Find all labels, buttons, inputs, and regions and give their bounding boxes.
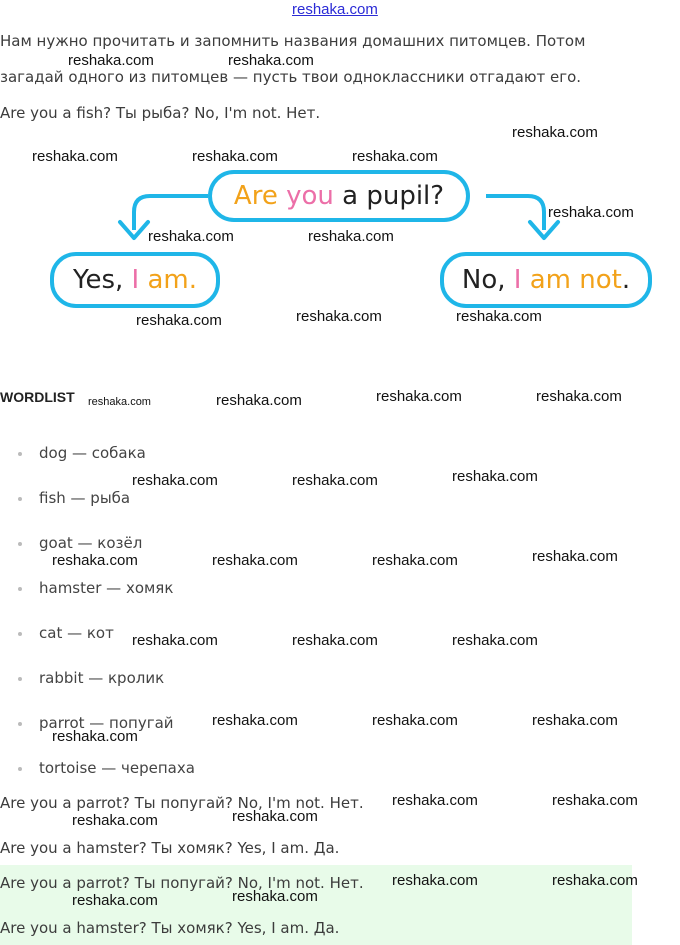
no-word: No, xyxy=(461,265,514,295)
watermark: reshaka.com xyxy=(372,712,458,729)
answer-1: Are you a parrot? Ты попугай? No, I'm not. Нет. xyxy=(0,794,364,812)
wordlist-item: fish — рыба xyxy=(18,489,130,507)
watermark: reshaka.com xyxy=(308,228,394,245)
watermark: reshaka.com xyxy=(536,388,622,405)
watermark: reshaka.com xyxy=(148,228,234,245)
bullet-icon xyxy=(18,587,22,591)
yes-word: Yes, xyxy=(73,265,132,295)
wordlist-item: goat — козёл xyxy=(18,534,142,552)
intro-line-1: Нам нужно прочитать и запомнить названия домашних питомцев. Потом xyxy=(0,32,586,50)
wordlist-item: parrot — попугай xyxy=(18,714,174,732)
watermark: reshaka.com xyxy=(552,792,638,809)
bullet-icon xyxy=(18,542,22,546)
no-period: . xyxy=(621,265,631,295)
watermark: reshaka.com xyxy=(532,548,618,565)
question-rest: a pupil? xyxy=(333,181,445,211)
wordlist-item: cat — кот xyxy=(18,624,114,642)
answer-2: Are you a hamster? Ты хомяк? Yes, I am. Да. xyxy=(0,839,340,857)
watermark: reshaka.com xyxy=(212,552,298,569)
watermark: reshaka.com xyxy=(216,392,302,409)
watermark: reshaka.com xyxy=(228,52,314,69)
watermark: reshaka.com xyxy=(376,388,462,405)
watermark: reshaka.com xyxy=(548,204,634,221)
wordlist-title: WORDLIST xyxy=(0,389,75,405)
wordlist-item: dog — собака xyxy=(18,444,146,462)
watermark: reshaka.com xyxy=(456,308,542,325)
question-pill xyxy=(208,170,470,222)
yes-i: I xyxy=(131,265,140,295)
highlighted-answer-1: Are you a parrot? Ты попугай? No, I'm not. Нет. xyxy=(0,874,364,892)
wordlist-item: hamster — хомяк xyxy=(18,579,173,597)
question-you: you xyxy=(277,181,334,211)
bullet-icon xyxy=(18,767,22,771)
watermark: reshaka.com xyxy=(352,148,438,165)
watermark: reshaka.com xyxy=(212,712,298,729)
bullet-icon xyxy=(18,722,22,726)
watermark: reshaka.com xyxy=(192,148,278,165)
watermark: reshaka.com xyxy=(372,552,458,569)
watermark: reshaka.com xyxy=(52,728,138,745)
site-link[interactable]: reshaka.com xyxy=(292,1,378,18)
no-pill xyxy=(440,252,652,308)
watermark: reshaka.com xyxy=(232,808,318,825)
watermark: reshaka.com xyxy=(88,396,151,408)
yes-pill xyxy=(50,252,220,308)
question-are: Are xyxy=(233,181,278,211)
wordlist-item: tortoise — черепаха xyxy=(18,759,195,777)
watermark: reshaka.com xyxy=(552,872,638,889)
watermark: reshaka.com xyxy=(136,312,222,329)
intro-line-2: загадай одного из питомцев — пусть твои одноклассники отгадают его. xyxy=(0,68,582,86)
watermark: reshaka.com xyxy=(132,632,218,649)
yes-am: am. xyxy=(139,265,197,295)
watermark: reshaka.com xyxy=(532,712,618,729)
watermark: reshaka.com xyxy=(452,632,538,649)
intro-example: Are you a fish? Ты рыба? No, I'm not. Нет. xyxy=(0,104,321,122)
bullet-icon xyxy=(18,632,22,636)
watermark: reshaka.com xyxy=(32,148,118,165)
watermark: reshaka.com xyxy=(392,872,478,889)
watermark: reshaka.com xyxy=(296,308,382,325)
no-i: I xyxy=(513,265,522,295)
watermark: reshaka.com xyxy=(512,124,598,141)
watermark: reshaka.com xyxy=(392,792,478,809)
bullet-icon xyxy=(18,497,22,501)
bullet-icon xyxy=(18,452,22,456)
watermark: reshaka.com xyxy=(72,892,158,909)
watermark: reshaka.com xyxy=(452,468,538,485)
watermark: reshaka.com xyxy=(68,52,154,69)
wordlist-item: rabbit — кролик xyxy=(18,669,164,687)
watermark: reshaka.com xyxy=(132,472,218,489)
no-am-not: am not xyxy=(521,265,622,295)
watermark: reshaka.com xyxy=(52,552,138,569)
highlighted-answer-2: Are you a hamster? Ты хомяк? Yes, I am. Да. xyxy=(0,919,340,937)
bullet-icon xyxy=(18,677,22,681)
watermark: reshaka.com xyxy=(72,812,158,829)
watermark: reshaka.com xyxy=(292,632,378,649)
watermark: reshaka.com xyxy=(232,888,318,905)
watermark: reshaka.com xyxy=(292,472,378,489)
